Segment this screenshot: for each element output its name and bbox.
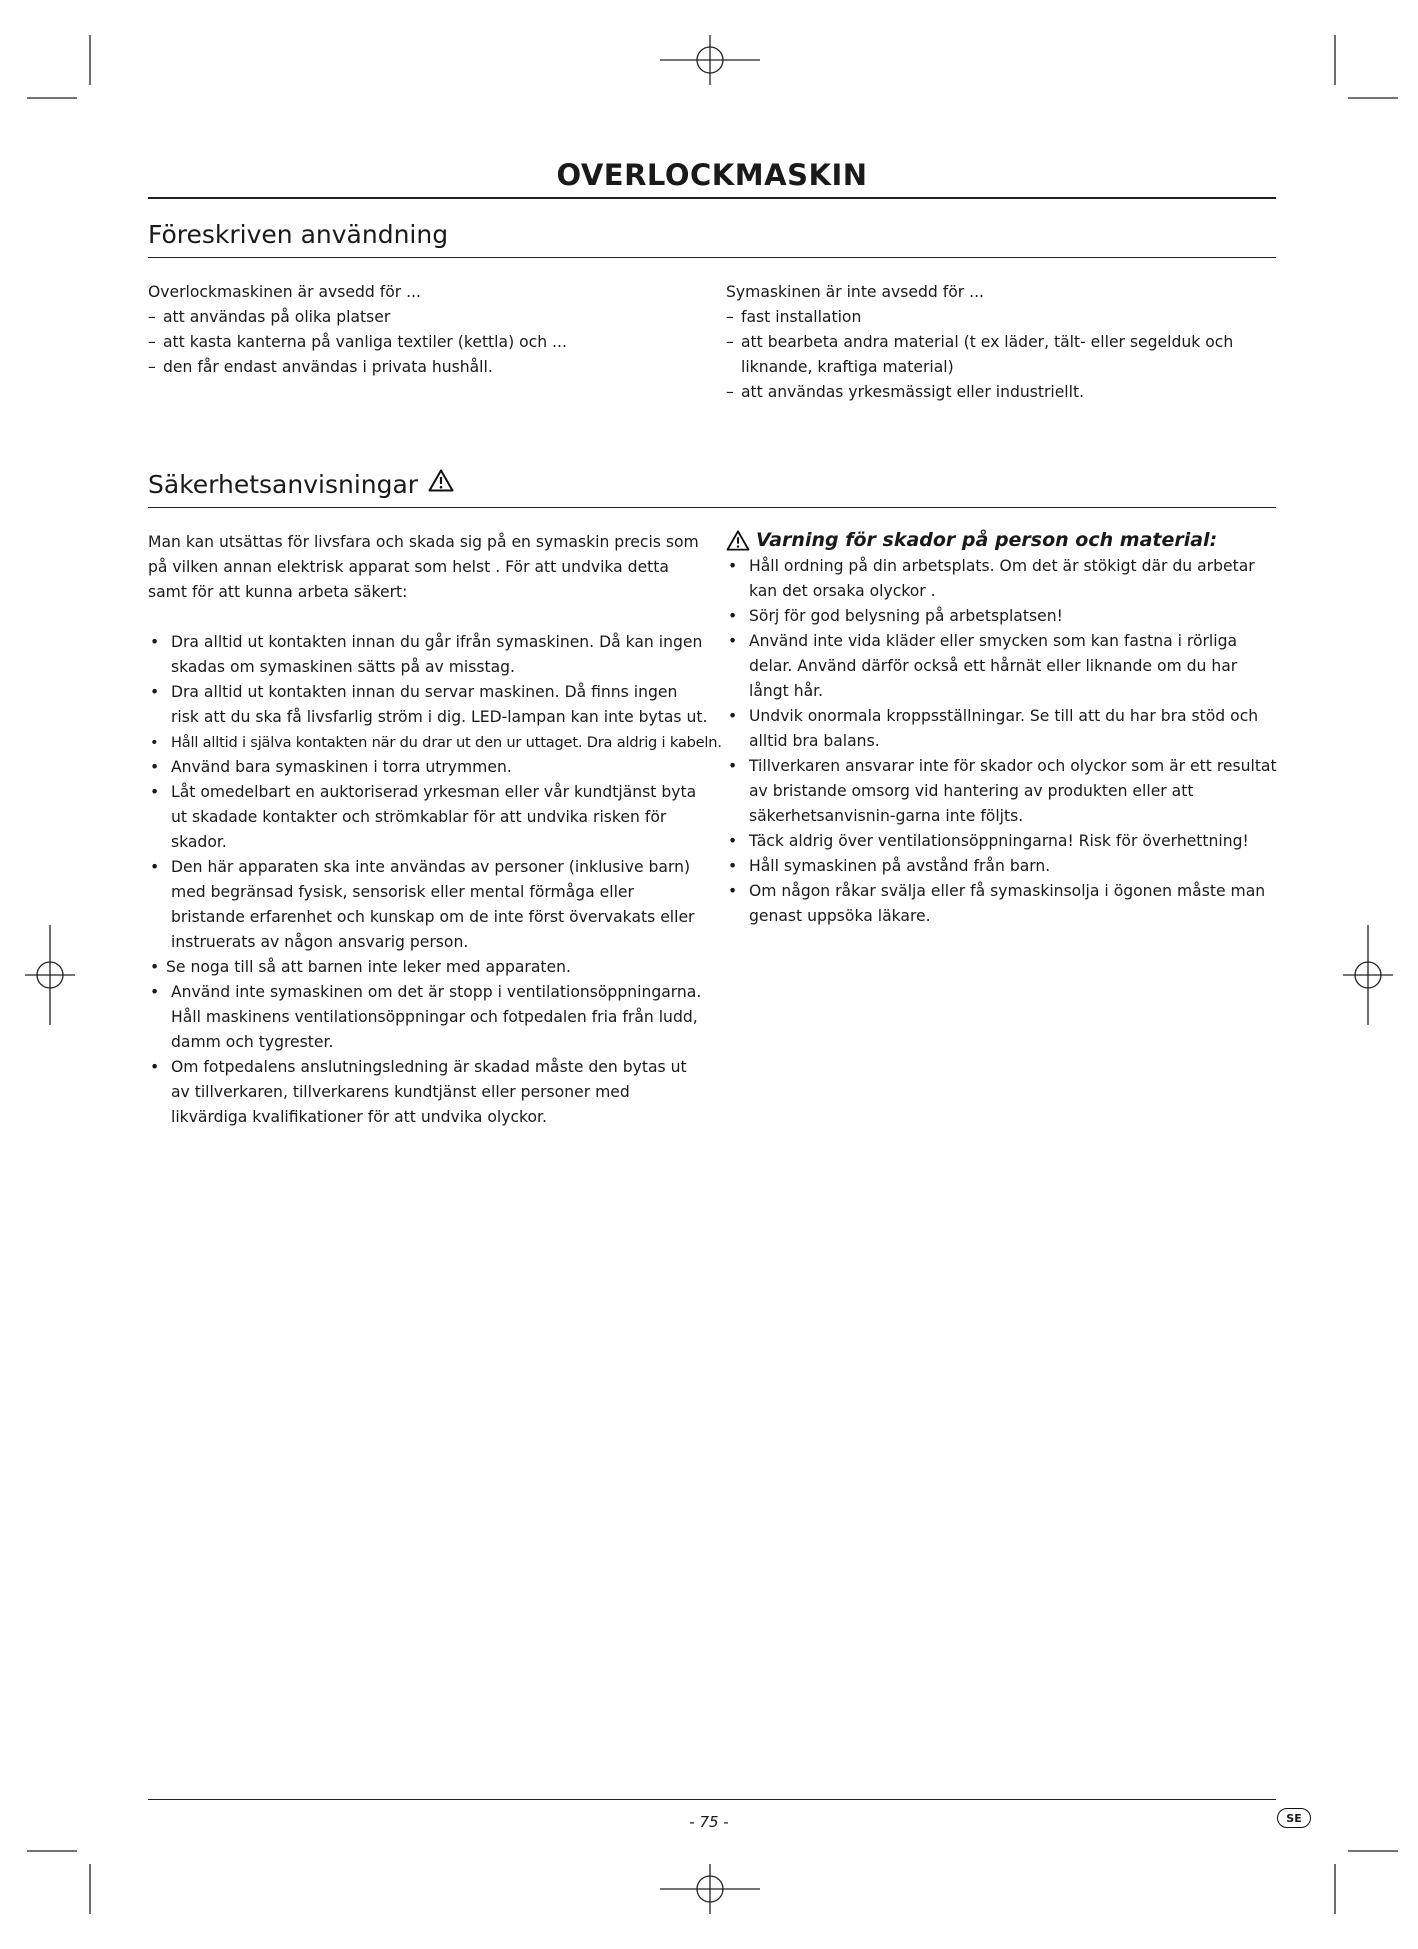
list-item: – att användas yrkesmässigt eller industriellt. xyxy=(726,380,1276,405)
list-item: • Undvik onormala kroppsställningar. Se till att du har bra stöd och alltid bra balans. xyxy=(726,704,1278,754)
list-item: • Se noga till så att barnen inte leker med apparaten. xyxy=(148,955,708,980)
warning-triangle-icon xyxy=(428,469,454,498)
not-intended-use-intro: Symaskinen är inte avsedd för ... xyxy=(726,283,985,301)
safety-left-column xyxy=(148,530,722,1130)
section-divider xyxy=(148,257,1276,258)
list-item: – att bearbeta andra material (t ex läder, tält- eller segelduk och liknande, kraftiga material) xyxy=(726,330,1276,380)
section-heading-safety xyxy=(148,470,454,501)
list-item: • Dra alltid ut kontakten innan du går ifrån symaskinen. Då kan ingen skadas om symaskinen sätts på av misstag. xyxy=(148,630,708,680)
list-item: • Håll ordning på din arbetsplats. Om det är stökigt där du arbetar kan det orsaka olyckor . xyxy=(726,554,1278,604)
warning-subheading xyxy=(726,527,1278,553)
page-title: OVERLOCKMASKIN xyxy=(556,158,868,192)
list-item: • Håll symaskinen på avstånd från barn. xyxy=(726,854,1278,879)
safety-intro: Man kan utsättas för livsfara och skada sig på en symaskin precis som på vilken annan elektrisk apparat som helst . För att undvika detta samt för att kunna arbeta säkert: xyxy=(148,533,699,601)
list-item: • Den här apparaten ska inte användas av personer (inklusive barn) med begränsad fysisk, sensorisk eller mental förmåga eller bristande erfarenhet och kunskap om de inte först övervakats eller instruerats av någon ansvarig person. xyxy=(148,855,708,955)
language-badge: SE xyxy=(1277,1808,1311,1828)
warning-subheading-label: Varning för skador på person och material: xyxy=(756,529,1218,551)
list-item: • Tillverkaren ansvarar inte för skador och olyckor som är ett resultat av bristande omsorg vid hantering av produkten eller att säkerhetsanvisnin-garna inte följts. xyxy=(726,754,1278,829)
list-item: • Sörj för god belysning på arbetsplatsen! xyxy=(726,604,1278,629)
intended-use-left-column xyxy=(148,280,688,380)
page-number: - 75 - xyxy=(689,1813,729,1831)
footer-divider xyxy=(148,1799,1276,1800)
list-item: • Om någon råkar svälja eller få symaskinsolja i ögonen måste man genast uppsöka läkare. xyxy=(726,879,1278,929)
list-item: • Håll alltid i själva kontakten när du drar ut den ur uttaget. Dra aldrig i kabeln. xyxy=(148,730,708,755)
list-item: • Låt omedelbart en auktoriserad yrkesman eller vår kundtjänst byta ut skadade kontakter och strömkablar för att undvika risken för skador. xyxy=(148,780,708,855)
list-item: • Använd bara symaskinen i torra utrymmen. xyxy=(148,755,708,780)
section-heading-intended-use: Föreskriven användning xyxy=(148,220,449,249)
safety-right-column xyxy=(726,527,1278,929)
list-item: – att användas på olika platser xyxy=(148,305,688,330)
list-item: • Om fotpedalens anslutningsledning är skadad måste den bytas ut av tillverkaren, tillverkarens kundtjänst eller personer med likvärdiga kvalifikationer för att undvika olyckor. xyxy=(148,1055,708,1130)
list-item: – fast installation xyxy=(726,305,1276,330)
title-divider xyxy=(148,197,1276,199)
list-item: • Använd inte symaskinen om det är stopp i ventilationsöppningarna. Håll maskinens ventilationsöppningar och fotpedalen fria från ludd, damm och tygrester. xyxy=(148,980,708,1055)
list-item: – att kasta kanterna på vanliga textiler (kettla) och ... xyxy=(148,330,688,355)
list-item: – den får endast användas i privata hushåll. xyxy=(148,355,688,380)
not-intended-use-right-column xyxy=(726,280,1276,405)
warning-triangle-icon xyxy=(726,530,750,551)
intended-use-intro: Overlockmaskinen är avsedd för ... xyxy=(148,283,421,301)
list-item: • Använd inte vida kläder eller smycken som kan fastna i rörliga delar. Använd därför också ett hårnät eller liknande om du har långt hår. xyxy=(726,629,1278,704)
list-item: • Täck aldrig över ventilationsöppningarna! Risk för överhettning! xyxy=(726,829,1278,854)
section-divider xyxy=(148,507,1276,508)
section-heading-safety-label: Säkerhetsanvisningar xyxy=(148,470,419,499)
list-item: • Dra alltid ut kontakten innan du servar maskinen. Då finns ingen risk att du ska få livsfarlig ström i dig. LED-lampan kan inte bytas ut. xyxy=(148,680,708,730)
